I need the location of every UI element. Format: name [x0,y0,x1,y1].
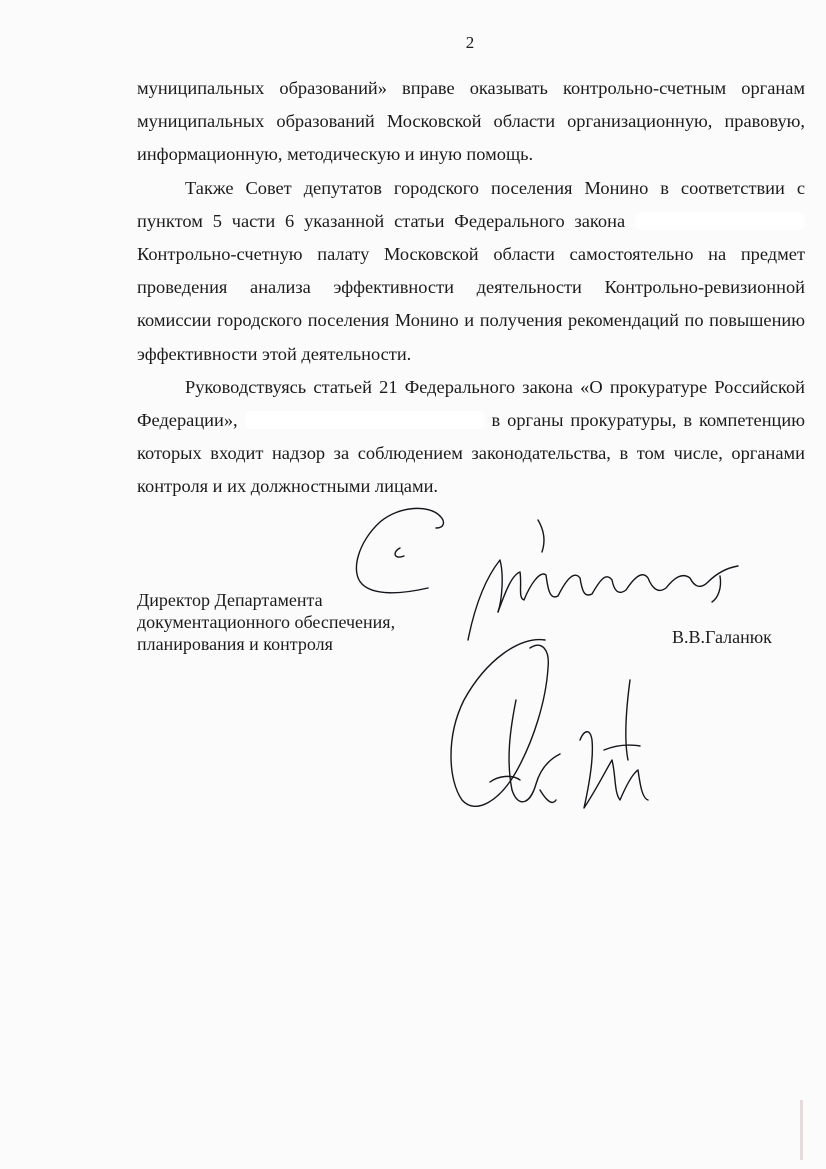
signature-stroke [712,576,721,602]
signature-stroke [540,790,556,802]
signer-position-line: документационного обеспечения, [137,612,396,632]
signature-stroke [436,516,443,528]
signature-stroke [626,680,630,760]
paragraph-1-text: муниципальных образований» вправе оказывать контрольно-счетным органам муниципальных образований Московской области организационную, правовую, информационную, методическую и иную помощь. [137,78,805,165]
paragraph-3-text-start: Руководствуясь статьей 21 Федерального закона «О прокуратуре Российской Федерации», [137,376,805,431]
paragraph-continuation [137,72,805,172]
signer-position-line: планирования и контроля [137,634,333,654]
signature-stroke [580,732,648,808]
signature-stroke [604,745,640,750]
redacted-text [635,212,805,230]
signature-stroke [538,520,544,552]
paragraph-2-text-end: Контрольно-счетную палату Московской области самостоятельно на предмет проведения анализа эффективности деятельности Контрольно-ревизионной комиссии городского поселения Монино и получения рекомендаций по повышению эффективности этой деятельности. [137,244,805,364]
signature-stroke [498,566,738,612]
paragraph-2-text-start: Также Совет депутатов городского поселения Монино в соответствии с пунктом 5 части 6 указанной статьи Федерального закона [137,177,805,231]
signature-stroke [468,560,502,640]
page-number: 2 [465,33,475,52]
signature-stroke [509,700,560,802]
letter-body [137,72,805,504]
signer-position-line: Директор Департамента [137,590,323,610]
redacted-text [245,411,485,429]
signature-stroke [490,776,520,782]
paragraph-council [137,172,805,371]
signer-name: В.В.Галанюк [672,627,772,647]
paragraph-prosecutor [137,371,805,504]
signature-stroke [395,548,404,557]
scan-edge-mark [800,1100,803,1160]
paragraph-3-text-end: в органы прокуратуры, в компетенцию которых входит надзор за соблюдением законодательства, в том числе, органами контроля и их должностными лицами. [137,410,805,497]
signature-stroke [451,640,548,807]
signer-position [137,589,395,655]
signature-stroke [356,508,440,592]
